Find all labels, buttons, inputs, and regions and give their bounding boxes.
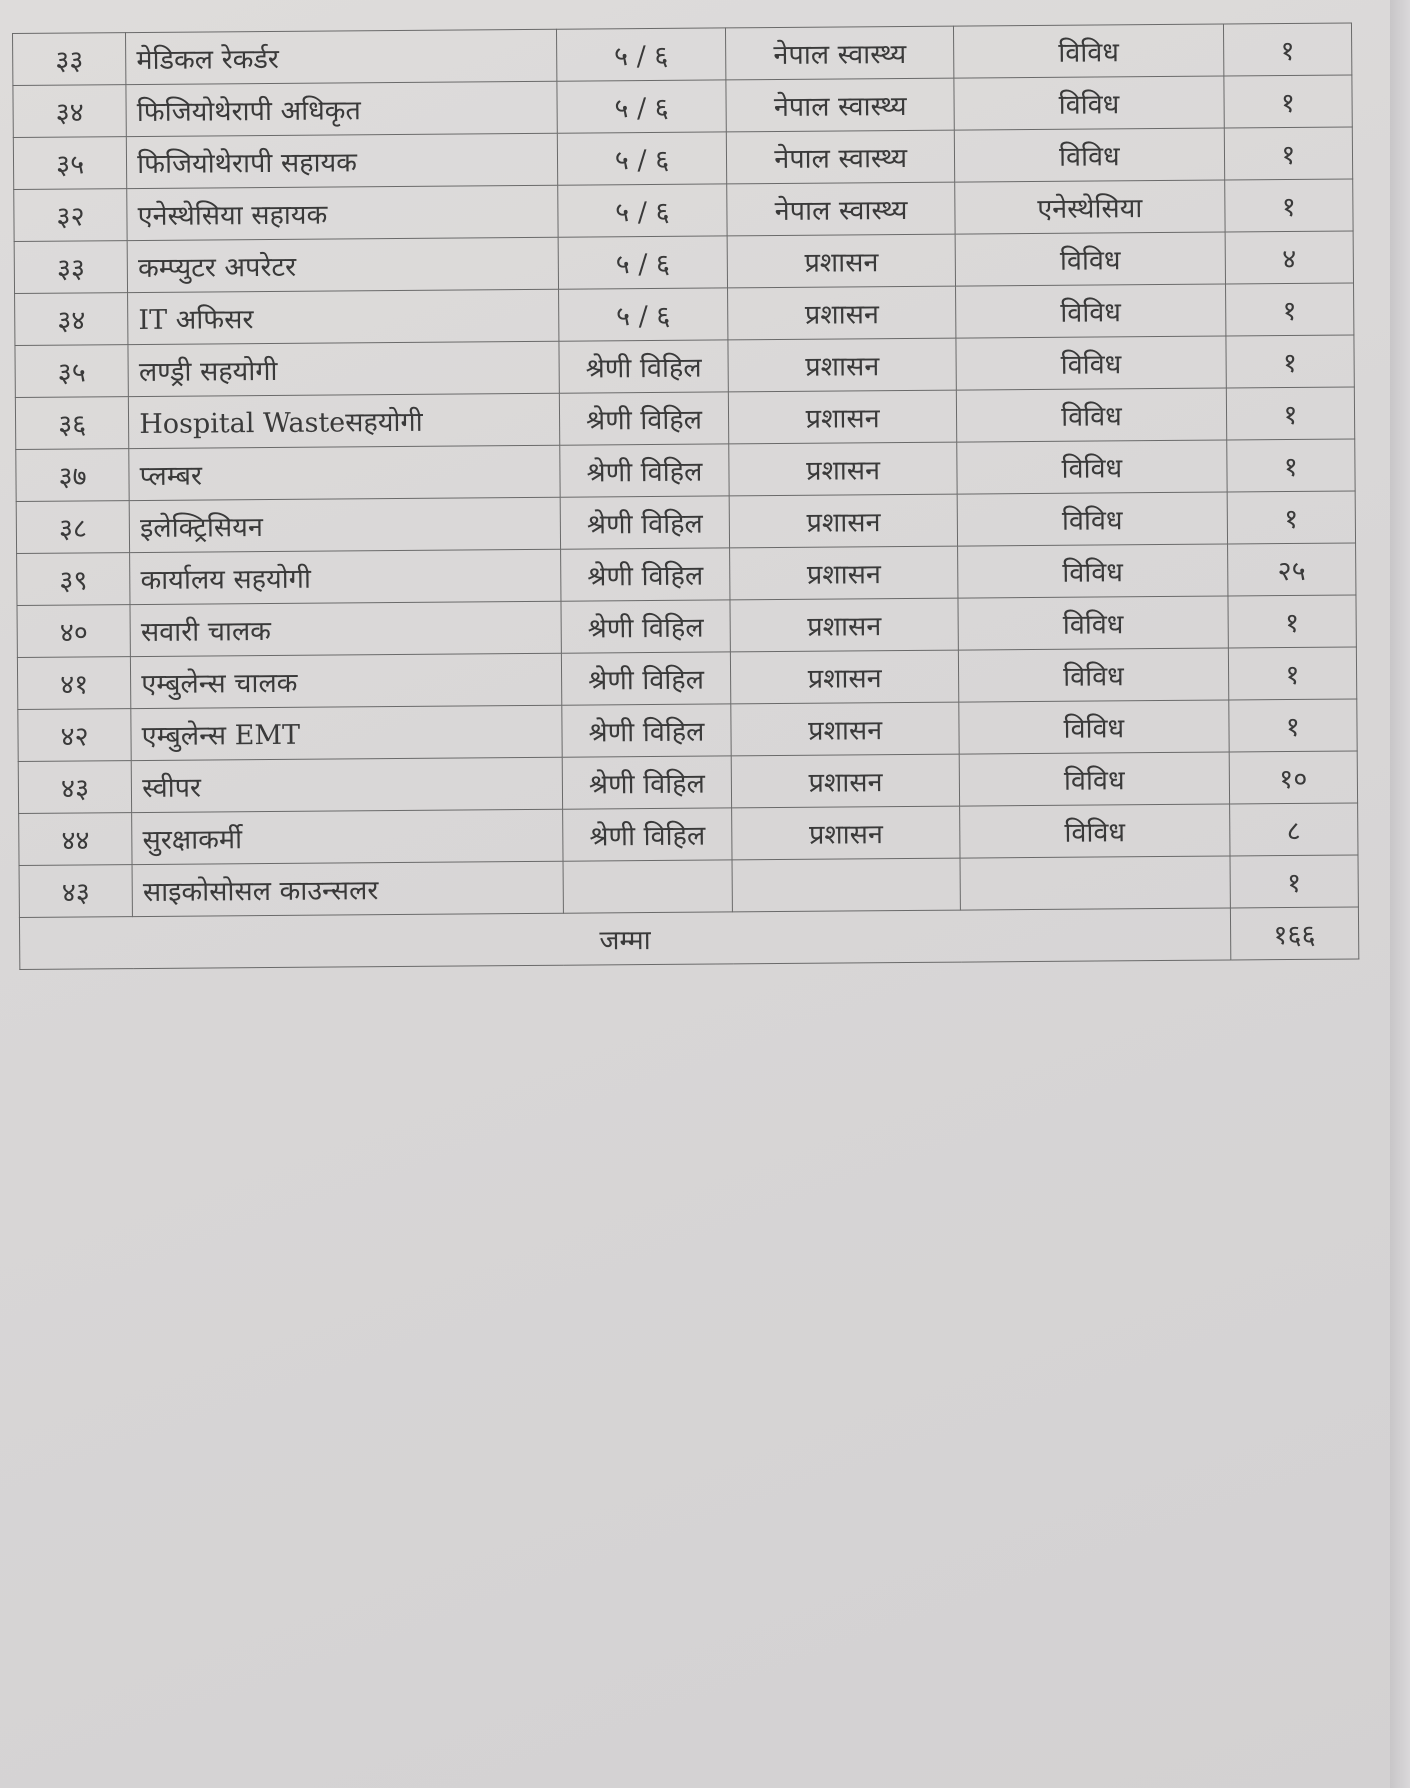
service-cell: प्रशासन (731, 702, 959, 756)
count-cell: १० (1229, 751, 1358, 804)
serial-number-cell: ४३ (18, 761, 132, 814)
group-cell: विविध (960, 804, 1230, 858)
serial-number-cell: ४३ (19, 865, 133, 918)
level-cell: श्रेणी विहिल (561, 600, 731, 653)
serial-number-cell: ३६ (15, 397, 129, 450)
service-cell: नेपाल स्वास्थ्य (727, 182, 955, 236)
count-cell: १ (1229, 699, 1358, 752)
count-cell: २५ (1227, 543, 1356, 596)
table-body (13, 23, 1359, 917)
serial-number-cell: ३५ (15, 345, 129, 398)
serial-number-cell: ४४ (19, 813, 133, 866)
serial-number-cell: ४० (17, 605, 131, 658)
count-cell: १ (1226, 387, 1355, 440)
count-cell: १ (1226, 335, 1355, 388)
group-cell: विविध (956, 388, 1226, 442)
count-cell: १ (1230, 855, 1359, 908)
post-name-cell: सुरक्षाकर्मी (132, 809, 563, 864)
post-name-cell: सवारी चालक (130, 601, 561, 656)
service-cell: प्रशासन (731, 650, 959, 704)
post-name-cell: कार्यालय सहयोगी (130, 549, 561, 604)
group-cell: विविध (955, 232, 1225, 286)
count-cell: १ (1224, 75, 1353, 128)
group-cell: विविध (954, 128, 1224, 182)
count-cell: १ (1223, 23, 1352, 76)
service-cell (732, 858, 960, 912)
level-cell: श्रेणी विहिल (559, 340, 729, 393)
level-cell (563, 860, 733, 913)
service-cell: प्रशासन (728, 338, 956, 392)
level-cell: श्रेणी विहिल (560, 496, 730, 549)
service-cell: प्रशासन (729, 442, 957, 496)
count-cell: १ (1226, 439, 1355, 492)
service-cell: प्रशासन (731, 754, 959, 808)
serial-number-cell: ३५ (13, 137, 127, 190)
serial-number-cell: ३३ (13, 33, 127, 86)
count-cell: १ (1228, 595, 1357, 648)
group-cell: विविध (958, 648, 1228, 702)
service-cell: प्रशासन (730, 546, 958, 600)
level-cell: श्रेणी विहिल (560, 548, 730, 601)
level-cell: ५ / ६ (558, 236, 728, 289)
count-cell: १ (1225, 283, 1354, 336)
group-cell (960, 856, 1230, 910)
group-cell: विविध (957, 492, 1227, 546)
post-name-cell: Hospital Wasteसहयोगी (129, 393, 560, 448)
group-cell: विविध (957, 440, 1227, 494)
post-name-cell: लण्ड्री सहयोगी (128, 341, 559, 396)
post-name-cell: कम्प्युटर अपरेटर (127, 237, 558, 292)
serial-number-cell: ३३ (14, 241, 128, 294)
serial-number-cell: ३८ (16, 501, 130, 554)
count-cell: ८ (1229, 803, 1358, 856)
level-cell: श्रेणी विहिल (562, 808, 732, 861)
total-row (19, 907, 1358, 970)
level-cell: ५ / ६ (557, 132, 727, 185)
serial-number-cell: ३७ (16, 449, 130, 502)
service-cell: प्रशासन (732, 806, 960, 860)
service-cell: नेपाल स्वास्थ्य (726, 26, 954, 80)
page-edge-shadow (1390, 0, 1410, 1788)
count-cell: १ (1227, 491, 1356, 544)
post-name-cell: मेडिकल रेकर्डर (126, 29, 557, 84)
group-cell: विविध (956, 284, 1226, 338)
post-name-cell: स्वीपर (131, 757, 562, 812)
group-cell: विविध (954, 76, 1224, 130)
level-cell: श्रेणी विहिल (562, 756, 732, 809)
group-cell: विविध (958, 596, 1228, 650)
group-cell: विविध (958, 544, 1228, 598)
serial-number-cell: ४१ (17, 657, 131, 710)
serial-number-cell: ३४ (13, 85, 127, 138)
post-name-cell: IT अफिसर (128, 289, 559, 344)
level-cell: श्रेणी विहिल (559, 392, 729, 445)
post-name-cell: प्लम्बर (129, 445, 560, 500)
serial-number-cell: ४२ (18, 709, 132, 762)
post-name-cell: साइकोसोसल काउन्सलर (132, 861, 563, 916)
post-name-cell: फिजियोथेरापी सहायक (127, 133, 558, 188)
group-cell: विविध (959, 752, 1229, 806)
post-name-cell: एम्बुलेन्स EMT (131, 705, 562, 760)
post-name-cell: फिजियोथेरापी अधिकृत (126, 81, 557, 136)
group-cell: विविध (956, 336, 1226, 390)
count-cell: १ (1224, 179, 1353, 232)
service-cell: प्रशासन (727, 234, 955, 288)
count-cell: १ (1224, 127, 1353, 180)
service-cell: नेपाल स्वास्थ्य (726, 78, 954, 132)
total-value: १६६ (1230, 907, 1359, 960)
group-cell: विविध (954, 24, 1224, 78)
staff-positions-table (12, 22, 1359, 969)
level-cell: ५ / ६ (557, 80, 727, 133)
service-cell: प्रशासन (729, 494, 957, 548)
service-cell: प्रशासन (728, 286, 956, 340)
service-cell: प्रशासन (729, 390, 957, 444)
serial-number-cell: ३९ (17, 553, 131, 606)
count-cell: ४ (1225, 231, 1354, 284)
group-cell: विविध (959, 700, 1229, 754)
post-name-cell: इलेक्ट्रिसियन (129, 497, 560, 552)
level-cell: ५ / ६ (557, 184, 727, 237)
level-cell: ५ / ६ (556, 28, 726, 81)
service-cell: प्रशासन (730, 598, 958, 652)
level-cell: ५ / ६ (558, 288, 728, 341)
post-name-cell: एम्बुलेन्स चालक (131, 653, 562, 708)
total-label: जम्मा (19, 908, 1230, 970)
serial-number-cell: ३४ (15, 293, 129, 346)
level-cell: श्रेणी विहिल (559, 444, 729, 497)
group-cell: एनेस्थेसिया (955, 180, 1225, 234)
count-cell: १ (1228, 647, 1357, 700)
post-name-cell: एनेस्थेसिया सहायक (127, 185, 558, 240)
service-cell: नेपाल स्वास्थ्य (727, 130, 955, 184)
level-cell: श्रेणी विहिल (561, 652, 731, 705)
level-cell: श्रेणी विहिल (561, 704, 731, 757)
serial-number-cell: ३२ (14, 189, 128, 242)
